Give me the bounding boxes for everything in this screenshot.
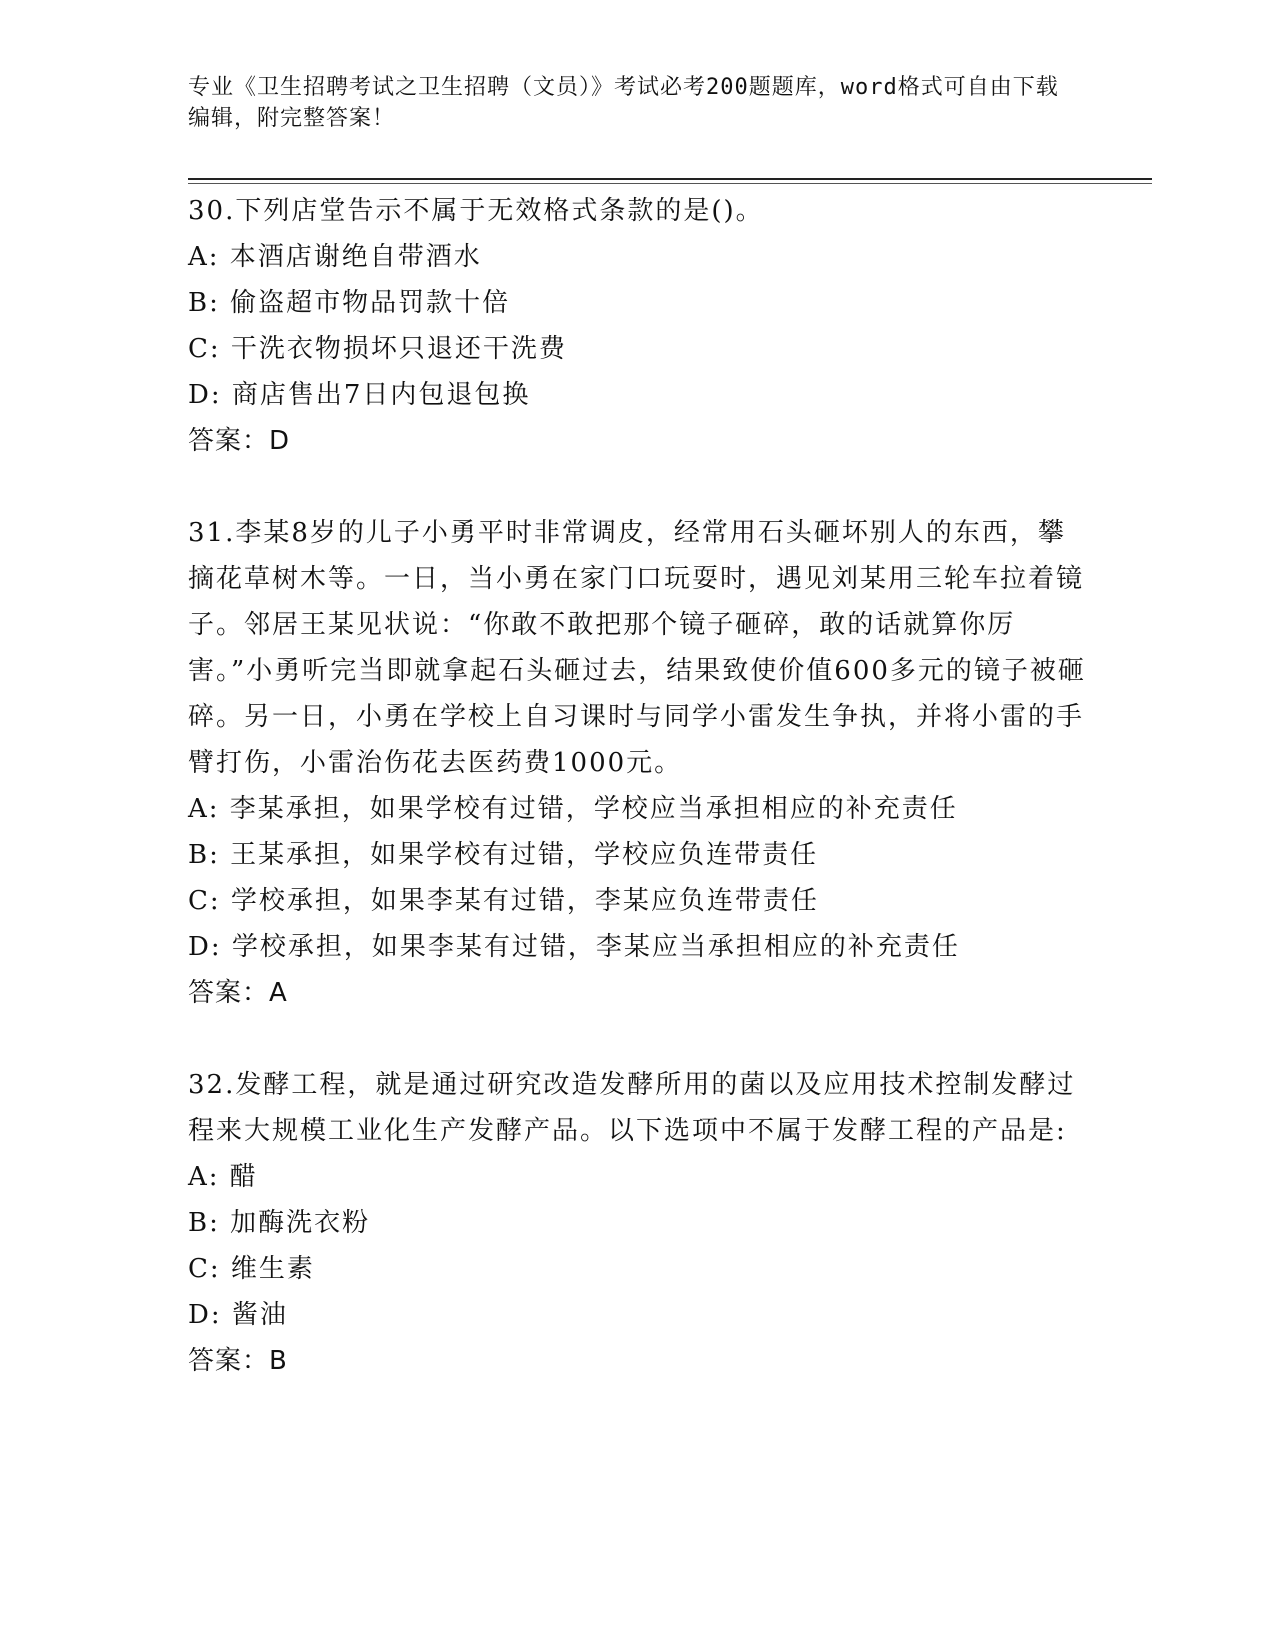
option-c: C: 干洗衣物损坏只退还干洗费 <box>188 334 567 364</box>
header-divider-thin <box>188 183 1152 184</box>
question-stem: 31.李某8岁的儿子小勇平时非常调皮，经常用石头砸坏别人的东西，攀摘花草树木等。一日，当小勇在家门口玩耍时，遇见刘某用三轮车拉着镜子。邻居王某见状说：“你敢不敢把那个镜子砸碎，敢的话就算你厉害。”小勇听完当即就拿起石头砸过去，结果致使价值600多元的镜子被砸碎。另一日，小勇在学校上自习课时与同学小雷发生争执，并将小雷的手臂打伤，小雷治伤花去医药费1000元。 <box>188 518 1086 778</box>
question-stem: 30.下列店堂告示不属于无效格式条款的是()。 <box>188 196 764 226</box>
option-b: B: 加酶洗衣粉 <box>188 1208 371 1238</box>
question-30 <box>188 188 1088 464</box>
option-c: C: 学校承担，如果李某有过错，李某应负连带责任 <box>188 886 819 916</box>
option-a: A: 醋 <box>188 1162 258 1192</box>
question-stem: 32.发酵工程，就是通过研究改造发酵所用的菌以及应用技术控制发酵过程来大规模工业化生产发酵产品。以下选项中不属于发酵工程的产品是: <box>188 1070 1076 1146</box>
header-divider-thick <box>188 178 1152 180</box>
answer-line: 答案：D <box>188 426 291 456</box>
option-b: B: 王某承担，如果学校有过错，学校应负连带责任 <box>188 840 819 870</box>
option-d: D: 酱油 <box>188 1300 288 1330</box>
question-31 <box>188 510 1088 1016</box>
answer-line: 答案：A <box>188 978 288 1008</box>
option-b: B: 偷盗超市物品罚款十倍 <box>188 288 511 318</box>
answer-line: 答案：B <box>188 1346 288 1376</box>
option-c: C: 维生素 <box>188 1254 315 1284</box>
option-a: A: 本酒店谢绝自带酒水 <box>188 242 482 272</box>
document-header: 专业《卫生招聘考试之卫生招聘（文员）》考试必考200题题库，word格式可自由下载编辑，附完整答案！ <box>188 75 1059 131</box>
option-d: D: 商店售出7日内包退包换 <box>188 380 531 410</box>
option-a: A: 李某承担，如果学校有过错，学校应当承担相应的补充责任 <box>188 794 958 824</box>
question-32 <box>188 1062 1088 1384</box>
question-list <box>188 188 1088 1430</box>
option-d: D: 学校承担，如果李某有过错，李某应当承担相应的补充责任 <box>188 932 960 962</box>
